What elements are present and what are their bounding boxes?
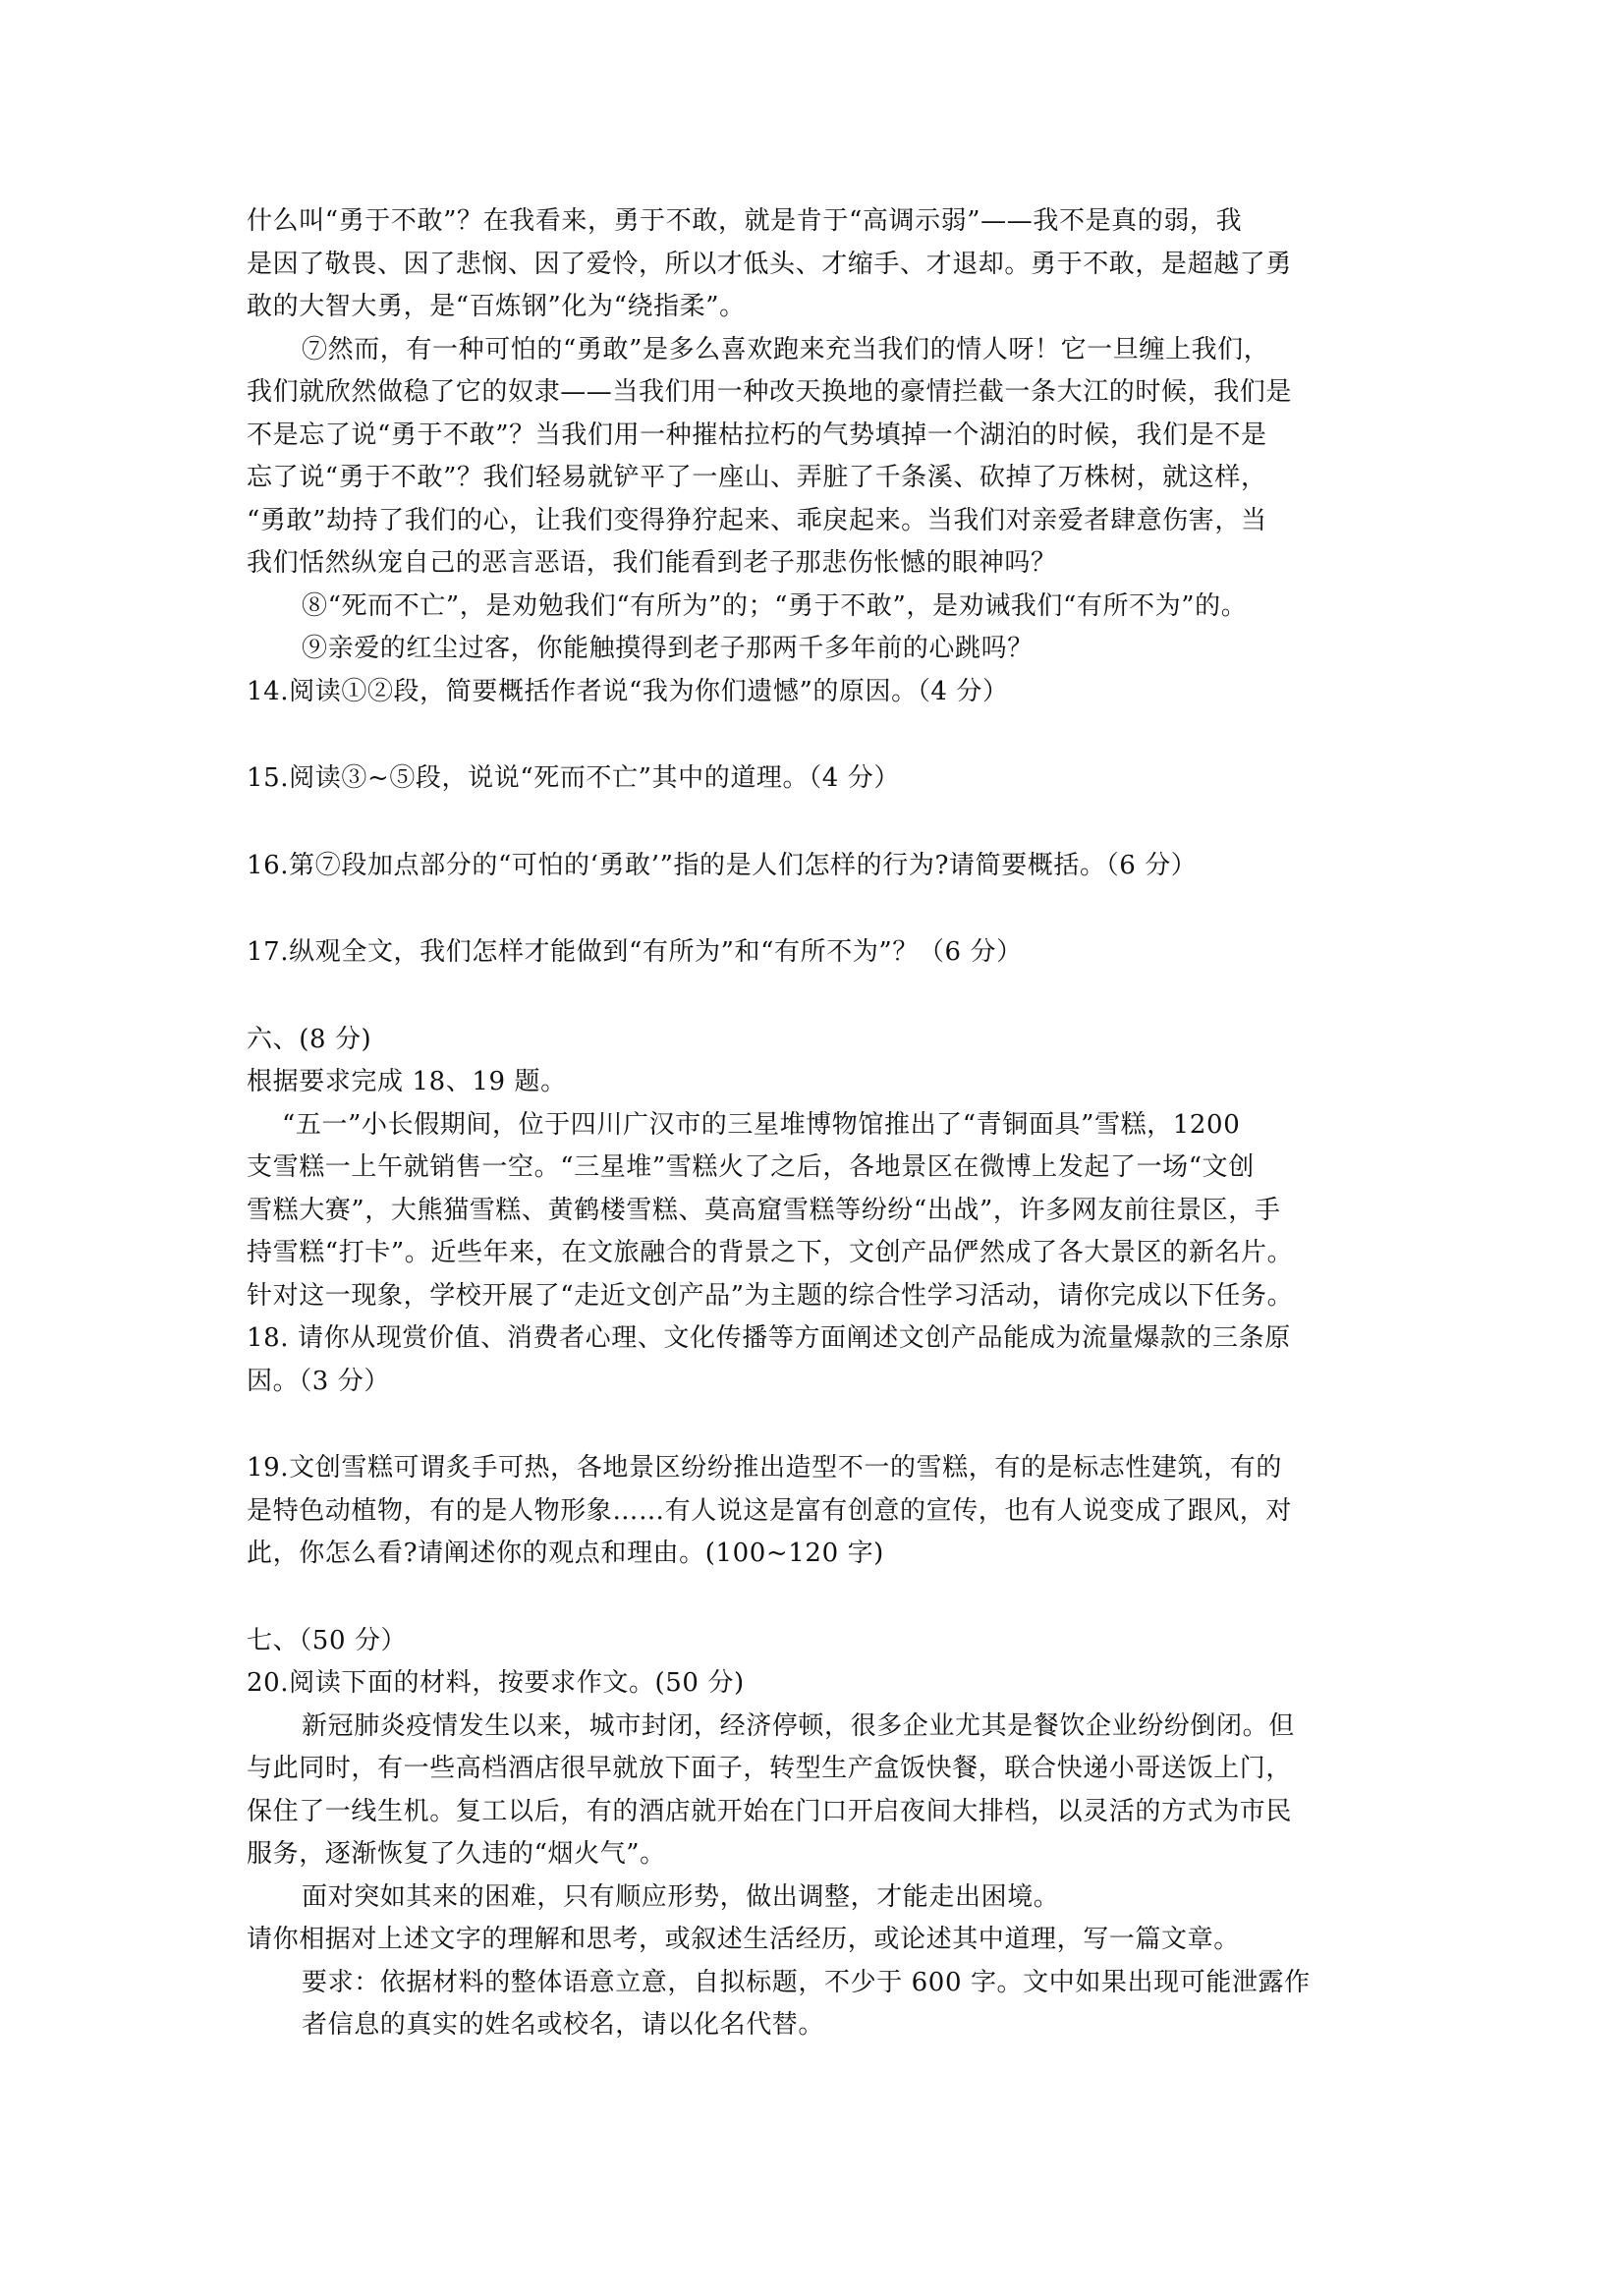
requirement-line: 要求：依据材料的整体语意立意，自拟标题，不少于 600 字。文中如果出现可能泄露作 xyxy=(302,1967,1311,1997)
question-20: 20.阅读下面的材料，按要求作文。(50 分) xyxy=(247,1668,745,1698)
question-16: 16.第⑦段加点部分的“可怕的‘勇敢’”指的是人们怎样的行为?请简要概括。（6 分） xyxy=(247,850,1198,880)
passage-paragraph-8: ⑧“死而不亡”，是劝勉我们“有所为”的；“勇于不敢”，是劝诫我们“有所不为”的。 xyxy=(302,590,1248,621)
question-17: 17.纵观全文，我们怎样才能做到“有所为”和“有所不为”？（6 分） xyxy=(247,937,1023,967)
writing-prompt: 请你相据对上述文字的理解和思考，或叙述生活经历，或论述其中道理，写一篇文章。 xyxy=(247,1925,1240,1954)
section-7-heading: 七、（50 分） xyxy=(247,1625,408,1655)
passage-line: 不是忘了说“勇于不敢”？当我们用一种摧枯拉朽的气势填掉一个湖泊的时候，我们是不是 xyxy=(247,420,1267,450)
writing-requirements xyxy=(247,1962,1396,2047)
material-line: 雪糕大赛”，大熊猫雪糕、黄鹤楼雪糕、莫高窟雪糕等纷纷“出战”，许多网友前往景区，手 xyxy=(247,1195,1281,1225)
question-line: 是特色动植物，有的是人物形象……有人说这是富有创意的宣传，也有人说变成了跟风，对 xyxy=(247,1495,1293,1526)
section-6-material xyxy=(247,1104,1396,1318)
material-line: “五一”小长假期间，位于四川广汉市的三星堆博物馆推出了“青铜面具”雪糕，1200 xyxy=(282,1109,1241,1140)
answer-space xyxy=(247,887,1396,931)
passage-paragraph-9: ⑨亲爱的红尘过客，你能触摸得到老子那两千多年前的心跳吗？ xyxy=(302,634,1034,663)
section-6-heading: 六、(8 分) xyxy=(247,1024,372,1054)
question-line: 因。（3 分） xyxy=(247,1366,391,1396)
answer-space xyxy=(247,975,1396,1019)
passage-paragraph-6 xyxy=(247,200,1396,329)
passage-line: 我们就欣然做稳了它的奴隶——当我们用一种改天换地的豪情拦截一条大江的时候，我们是 xyxy=(247,377,1293,407)
passage-line: 忘了说“勇于不敢”？我们轻易就铲平了一座山、弄脏了千条溪、砍掉了万株树，就这样， xyxy=(247,463,1267,492)
material-conclusion: 面对突如其来的困难，只有顺应形势，做出调整，才能走出困境。 xyxy=(302,1881,1060,1912)
question-line: 此，你怎么看?请阐述你的观点和理由。(100~120 字) xyxy=(247,1539,884,1568)
passage-line: 我们恬然纵宠自己的恶言恶语，我们能看到老子那悲伤怅憾的眼神吗？ xyxy=(247,548,1057,578)
question-18 xyxy=(247,1317,1396,1403)
passage-line: “勇敢”劫持了我们的心，让我们变得狰狞起来、乖戾起来。当我们对亲爱者肆意伤害，当 xyxy=(247,505,1267,535)
material-line: 服务，逐渐恢复了久违的“烟火气”。 xyxy=(247,1839,666,1869)
passage-paragraph-7 xyxy=(247,329,1396,586)
section-7-material xyxy=(247,1706,1396,1876)
material-line: 保住了一线生机。复工以后，有的酒店就开始在门口开启夜间大排档，以灵活的方式为市民 xyxy=(247,1796,1293,1826)
passage-line: 是因了敬畏、因了悲悯、因了爱怜，所以才低头、才缩手、才退却。勇于不敢，是超越了勇 xyxy=(247,249,1293,279)
material-line: 持雪糕“打卡”。近些年来，在文旅融合的背景之下，文创产品俨然成了各大景区的新名片。 xyxy=(247,1238,1294,1267)
passage-line: ⑦然而，有一种可怕的“勇敢”是多么喜欢跑来充当我们的情人呀！它一旦缠上我们， xyxy=(302,334,1270,364)
answer-space xyxy=(247,1403,1396,1447)
answer-space xyxy=(247,713,1396,757)
requirement-line: 者信息的真实的姓名或校名，请以化名代替。 xyxy=(302,2010,825,2040)
material-line: 与此同时，有一些高档酒店很早就放下面子，转型生产盒饭快餐，联合快递小哥送饭上门， xyxy=(247,1754,1293,1783)
exam-content xyxy=(247,200,1396,2047)
question-14: 14.阅读①②段，简要概括作者说“我为你们遗憾”的原因。（4 分） xyxy=(247,676,1009,706)
question-line: 18. 请你从现赏价值、消费者心理、文化传播等方面阐述文创产品能成为流量爆款的三条原 xyxy=(247,1323,1291,1353)
section-6-instruction: 根据要求完成 18、19 题。 xyxy=(247,1067,567,1096)
question-15: 15.阅读③~⑤段，说说“死而不亡”其中的道理。（4 分） xyxy=(247,763,900,793)
answer-space xyxy=(247,801,1396,845)
passage-line: 什么叫“勇于不敢”？在我看来，勇于不敢，就是肯于“高调示弱”——我不是真的弱，我 xyxy=(247,206,1243,236)
question-19 xyxy=(247,1447,1396,1576)
material-line: 新冠肺炎疫情发生以来，城市封闭，经济停顿，很多企业尤其是餐饮企业纷纷倒闭。但 xyxy=(302,1710,1295,1741)
passage-line: 敢的大智大勇，是“百炼钢”化为“绕指柔”。 xyxy=(247,292,746,321)
answer-space xyxy=(247,1576,1396,1620)
question-line: 19.文创雪糕可谓炙手可热，各地景区纷纷推出造型不一的雪糕，有的是标志性建筑，有的 xyxy=(247,1453,1282,1483)
material-line: 针对这一现象，学校开展了“走近文创产品”为主题的综合性学习活动，请你完成以下任务。 xyxy=(247,1280,1294,1311)
material-line: 支雪糕一上午就销售一空。“三星堆”雪糕火了之后，各地景区在微博上发起了一场“文创 xyxy=(247,1152,1255,1182)
